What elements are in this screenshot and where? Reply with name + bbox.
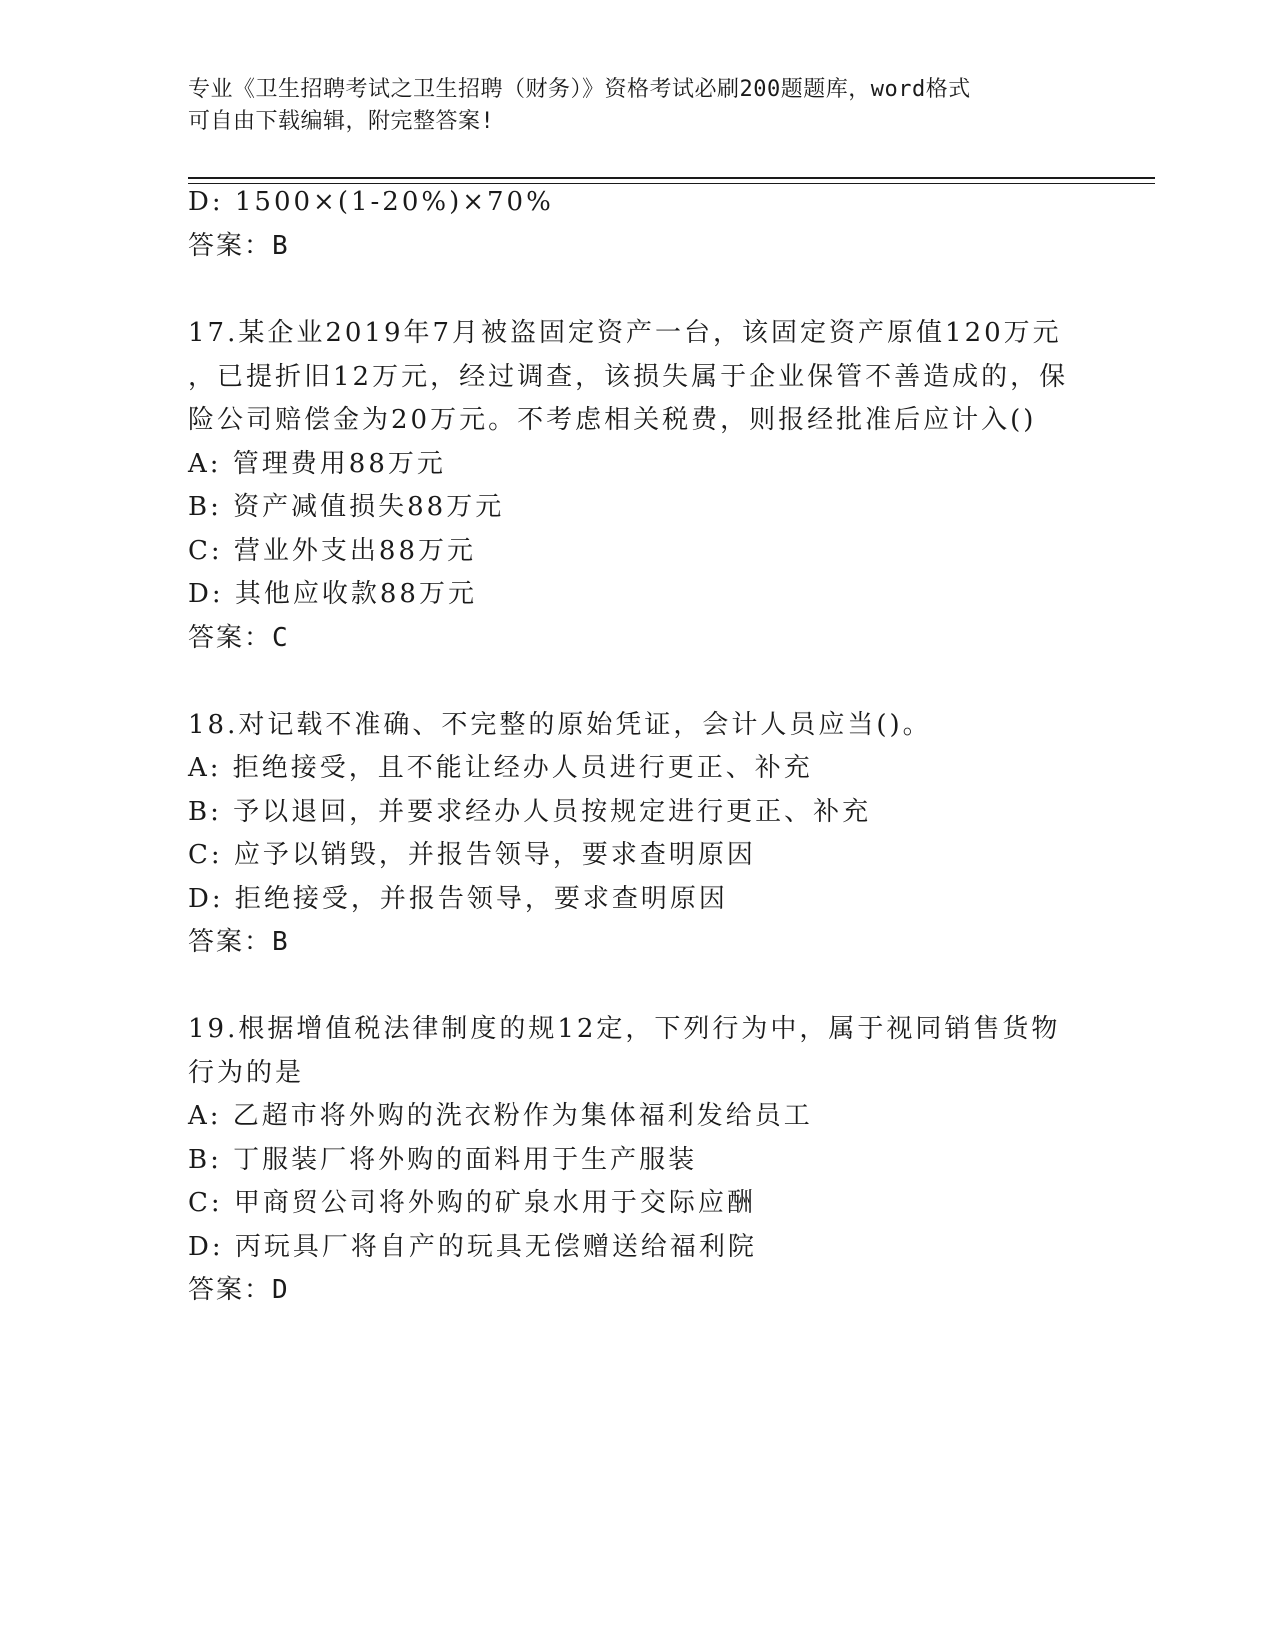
q19-stem-line-1: 19.根据增值税法律制度的规12定，下列行为中，属于视同销售货物 [188,1014,1061,1044]
q19-option-c: C: 甲商贸公司将外购的矿泉水用于交际应酬 [188,1188,756,1218]
q18-answer: 答案：B [188,927,290,957]
q17-option-d: D: 其他应收款88万元 [188,579,477,609]
header-line-2: 可自由下载编辑，附完整答案! [188,109,495,134]
q17-stem-line-2: ，已提折旧12万元，经过调查，该损失属于企业保管不善造成的，保 [188,362,1069,392]
q19-answer: 答案：D [188,1275,290,1305]
q17-stem-line-3: 险公司赔偿金为20万元。不考虑相关税费，则报经批准后应计入() [188,405,1037,435]
q19-stem-line-2: 行为的是 [188,1058,305,1088]
page-header [188,74,1068,138]
q17-option-c: C: 营业外支出88万元 [188,536,477,566]
header-line-1: 专业《卫生招聘考试之卫生招聘（财务）》资格考试必刷200题题库，word格式 [188,77,971,102]
q17-answer: 答案：C [188,623,290,653]
q17-option-b: B: 资产减值损失88万元 [188,492,505,522]
q19-option-a: A: 乙超市将外购的洗衣粉作为集体福利发给员工 [188,1101,813,1131]
q19-option-b: B: 丁服装厂将外购的面料用于生产服装 [188,1145,698,1175]
header-rule-thick [188,177,1155,179]
q17-stem-line-1: 17.某企业2019年7月被盗固定资产一台，该固定资产原值120万元 [188,318,1062,348]
q18-option-d: D: 拒绝接受，并报告领导，要求查明原因 [188,884,728,914]
header-rule-thin [188,183,1155,184]
q18-option-a: A: 拒绝接受，且不能让经办人员进行更正、补充 [188,753,813,783]
q19-option-d: D: 丙玩具厂将自产的玩具无偿赠送给福利院 [188,1232,757,1262]
q18-option-c: C: 应予以销毁，并报告领导，要求查明原因 [188,840,756,870]
q18-stem-line-1: 18.对记载不准确、不完整的原始凭证，会计人员应当()。 [188,710,932,740]
prev-option-d: D: 1500×(1-20%)×70% [188,187,554,217]
q17-option-a: A: 管理费用88万元 [188,449,446,479]
prev-answer: 答案：B [188,231,290,261]
q18-option-b: B: 予以退回，并要求经办人员按规定进行更正、补充 [188,797,872,827]
